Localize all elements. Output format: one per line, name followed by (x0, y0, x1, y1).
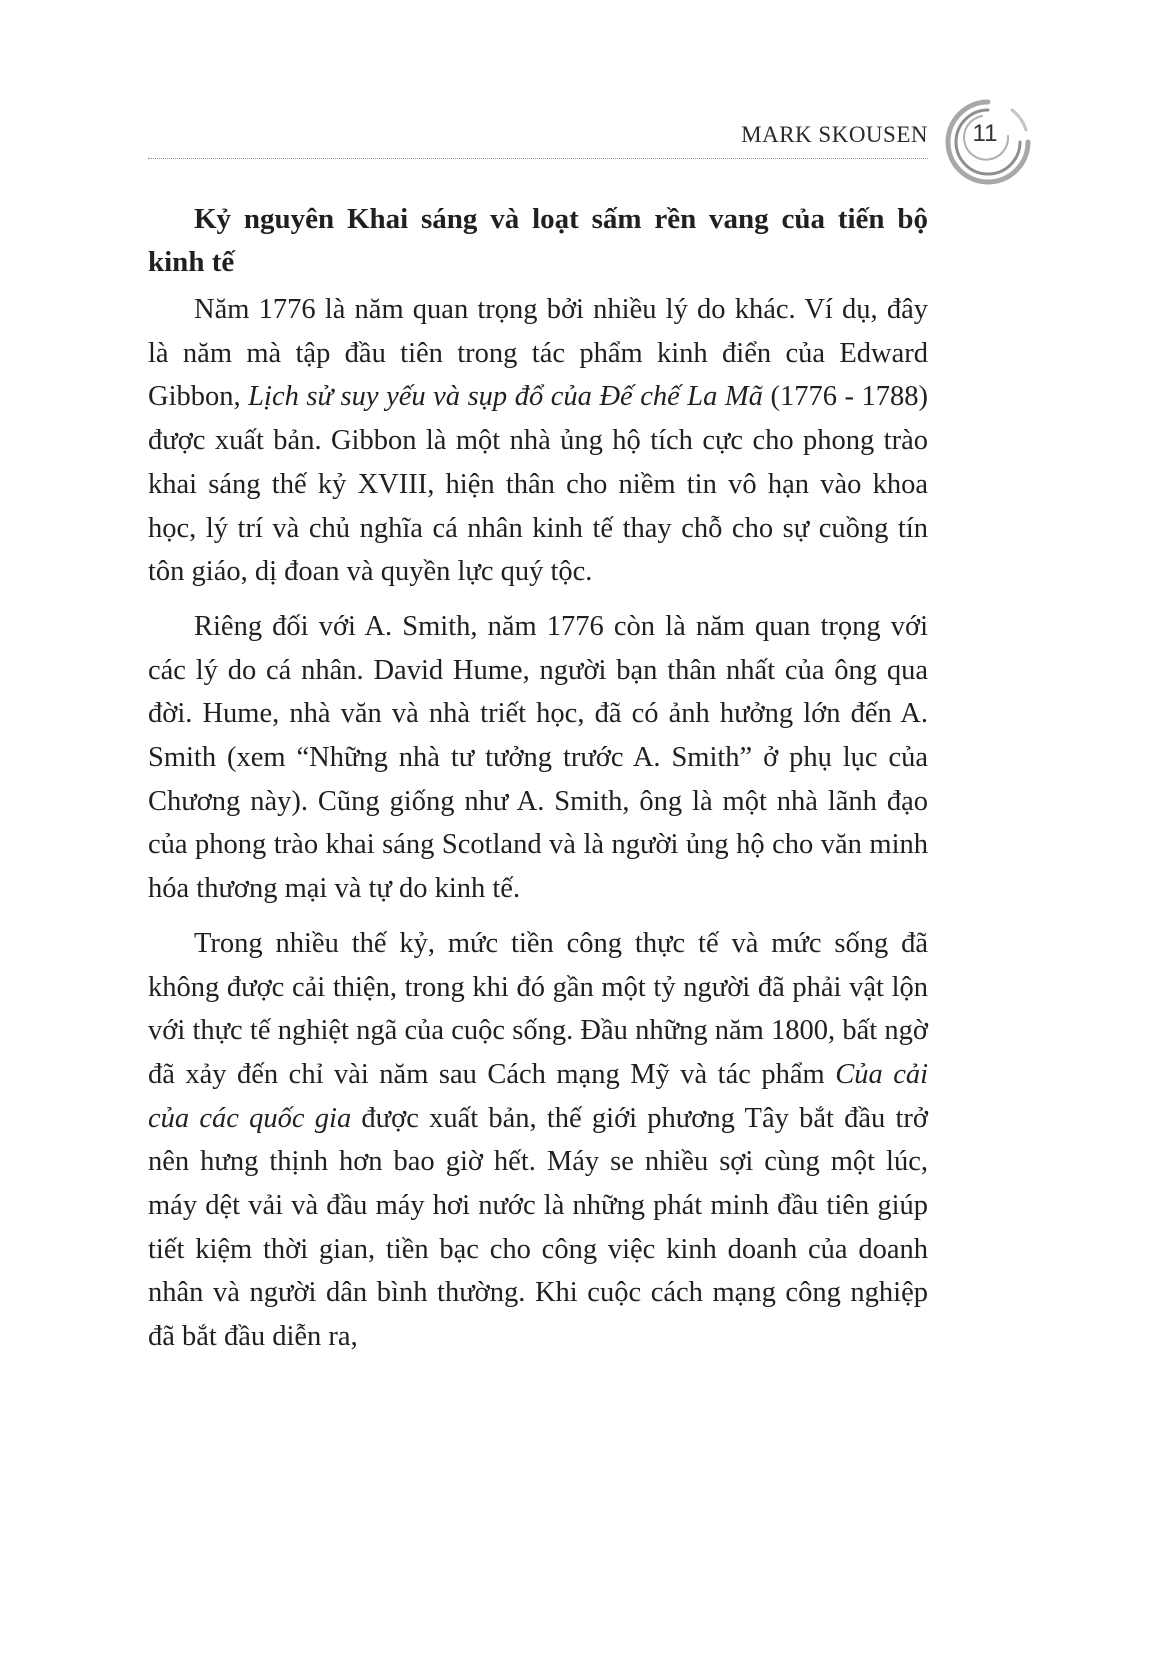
page-number: 11 (972, 120, 998, 147)
section-heading: Kỷ nguyên Khai sáng và loạt sấm rền vang của tiến bộ kinh tế (148, 203, 928, 278)
paragraph-3 (148, 922, 928, 1359)
paragraph-1 (148, 288, 928, 594)
paragraph-text: Riêng đối với A. Smith, năm 1776 còn là năm quan trọng với các lý do cá nhân. David Hume, người bạn thân nhất của ông qua đời. Hume, nhà văn và nhà triết học, đã có ảnh hưởng lớn đến A. Smith (xem “Những nhà tư tưởng trước A. Smith” ở phụ lục của Chương này). Cũng giống như A. Smith, ông là một nhà lãnh đạo của phong trào khai sáng Scotland và là người ủng hộ cho văn minh hóa thương mại và tự do kinh tế. (148, 610, 928, 905)
book-title-italic: Lịch sử suy yếu và sụp đổ của Đế chế La Mã (248, 381, 763, 413)
paragraph-text: (1776 - 1788) được xuất bản. Gibbon là một nhà ủng hộ tích cực cho phong trào khai sáng thế kỷ XVIII, hiện thân cho niềm tin vô hạn vào khoa học, lý trí và chủ nghĩa cá nhân kinh tế thay chỗ cho sự cuồng tín tôn giáo, dị đoan và quyền lực quý tộc. (148, 381, 929, 588)
page-header (148, 92, 928, 162)
paragraph-text: Năm 1776 là năm quan trọng bởi nhiều lý do khác. Ví dụ, đây là năm mà tập đầu tiên trong tác phẩm kinh điển của Edward Gibbon, (148, 294, 928, 413)
running-head-author: MARK SKOUSEN (741, 122, 928, 147)
paragraph-2 (148, 605, 928, 911)
page-body (148, 198, 928, 1370)
header-dotted-rule (148, 158, 928, 159)
paragraph-text: được xuất bản, thế giới phương Tây bắt đầu trở nên hưng thịnh hơn bao giờ hết. Máy se nhiều sợi cùng một lúc, máy dệt vải và đầu máy hơi nước là những phát minh đầu tiên giúp tiết kiệm thời gian, tiền bạc cho công việc kinh doanh của doanh nhân và người dân bình thường. Khi cuộc cách mạng công nghiệp đã bắt đầu diễn ra, (148, 1102, 928, 1353)
book-title-italic: Của cải của các quốc gia (148, 1058, 929, 1134)
paragraph-text: Trong nhiều thế kỷ, mức tiền công thực tế và mức sống đã không được cải thiện, trong khi đó gần một tỷ người đã phải vật lộn với thực tế nghiệt ngã của cuộc sống. Đầu những năm 1800, bất ngờ đã xảy đến chỉ vài năm sau Cách mạng Mỹ và tác phẩm (148, 927, 928, 1090)
page-number-badge (942, 96, 1034, 188)
